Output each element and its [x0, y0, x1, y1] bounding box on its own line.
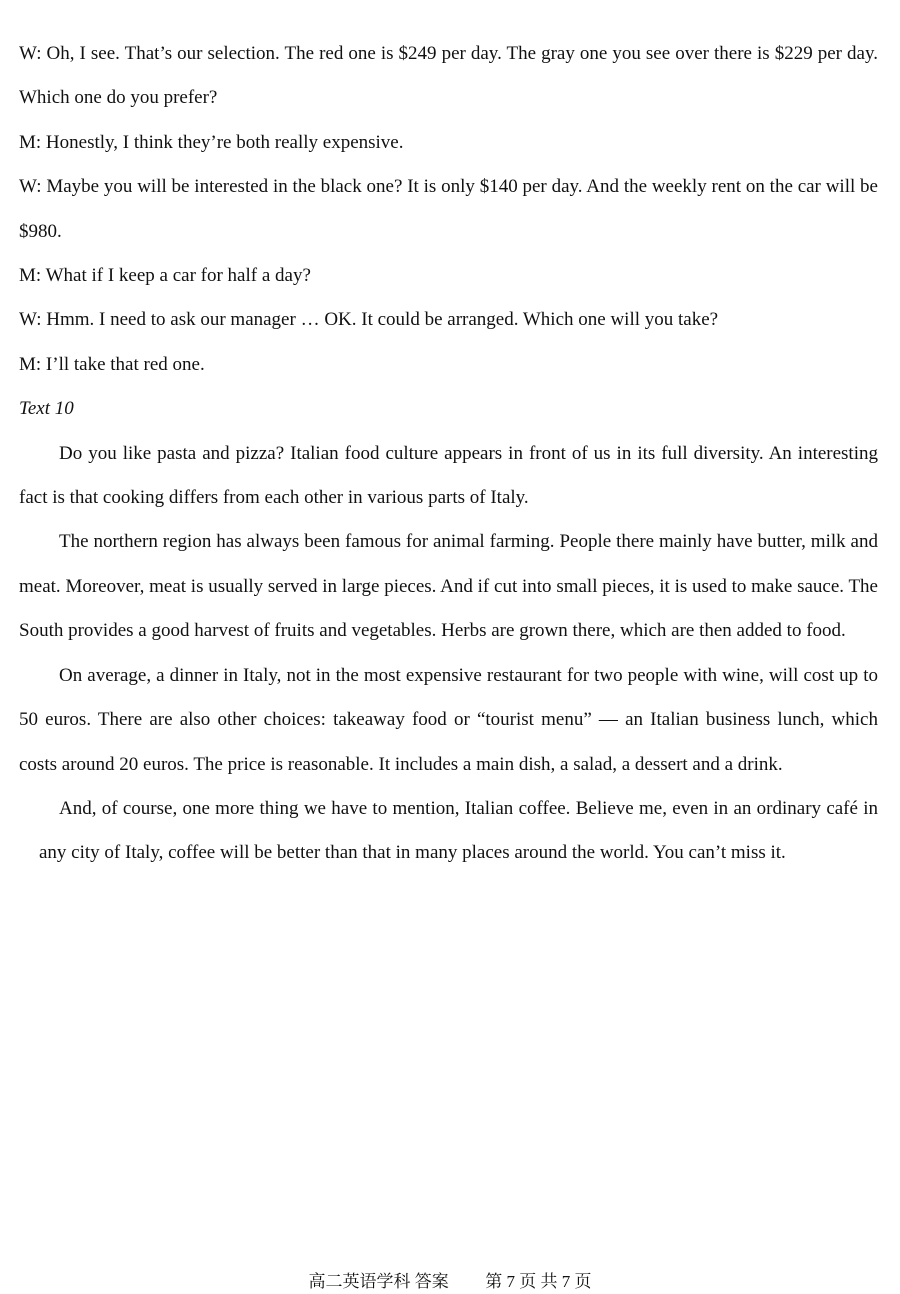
- document-body: [19, 32, 878, 876]
- dialogue-line: W: Hmm. I need to ask our manager … OK. It could be arranged. Which one will you take?: [19, 309, 719, 331]
- body-paragraph: The northern region has always been famous for animal farming. People there mainly have butter, milk and meat. Moreover, meat is usually served in large pieces. And if cut into small pieces, it is used to make sauce. The South provides a good harvest of fruits and vegetables. Herbs are grown there, which are then added to food.: [19, 531, 878, 642]
- dialogue-line: W: Oh, I see. That’s our selection. The red one is $249 per day. The gray one you see over there is $229 per day. Which one do you prefer?: [19, 43, 878, 109]
- footer-subject: 高二英语学科 答案: [308, 1272, 449, 1291]
- dialogue-line: W: Maybe you will be interested in the black one? It is only $140 per day. And the weekly rent on the car will be $980.: [19, 176, 878, 242]
- body-paragraph: On average, a dinner in Italy, not in the most expensive restaurant for two people with wine, will cost up to 50 euros. There are also other choices: takeaway food or “tourist menu” — an Italian business lunch, which costs around 20 euros. The price is reasonable. It includes a main dish, a salad, a dessert and a drink.: [19, 664, 878, 775]
- page-footer: [0, 1270, 900, 1294]
- body-paragraph: And, of course, one more thing we have to mention, Italian coffee. Believe me, even in an ordinary café in any city of Italy, coffee will be better than that in many places around the world. You can’t miss it.: [39, 797, 878, 864]
- body-paragraph: Do you like pasta and pizza? Italian food culture appears in front of us in its full diversity. An interesting fact is that cooking differs from each other in various parts of Italy.: [19, 442, 878, 509]
- footer-page-number: 第 7 页 共 7 页: [485, 1272, 592, 1291]
- dialogue-line: M: What if I keep a car for half a day?: [19, 265, 311, 287]
- dialogue-line: M: I’ll take that red one.: [19, 353, 205, 375]
- dialogue-line: M: Honestly, I think they’re both really expensive.: [19, 131, 404, 153]
- section-heading: Text 10: [19, 398, 74, 420]
